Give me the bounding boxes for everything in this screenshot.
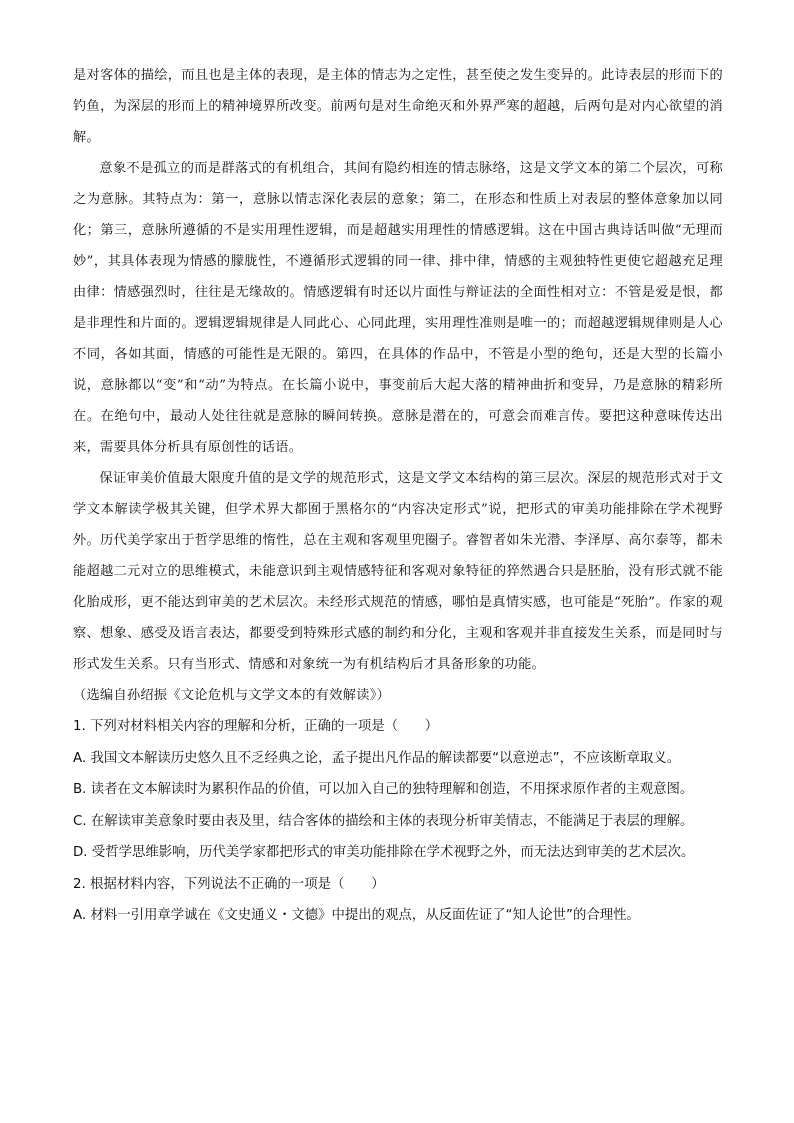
- question-stem: 1. 下列对材料相关内容的理解和分析，正确的一项是（ ）: [73, 719, 439, 734]
- passage-paragraph: 意象不是孤立的而是群落式的有机组合，其间有隐约相连的情志脉络，这是文学文本的第二个层次，可称之为意脉。其特点为：第一，意脉以情志深化表层的意象；第二，在形态和性质上对表层的整体意象加以同化；第三，意脉所遵循的不是实用理性逻辑，而是超越实用理性的情感逻辑。这在中国古典诗话叫做“无理而妙”，其具体表现为情感的朦胧性，不遵循形式逻辑的同一律、排中律，情感的主观独特性更使它超越充足理由律：情感强烈时，往往是无缘故的。情感逻辑有时还以片面性与辩证法的全面性相对立：不管是爱是恨，都是非理性和片面的。逻辑逻辑规律是人同此心、心同此理，实用理性准则是唯一的；而超越逻辑规律则是人心不同，各如其面，情感的可能性是无限的。第四，在具体的作品中，不管是小型的绝句，还是大型的长篇小说，意脉都以“变”和“动”为特点。在长篇小说中，事变前后大起大落的精神曲折和变异，乃是意脉的精彩所在。在绝句中，最动人处往往就是意脉的瞬间转换。意脉是潜在的，可意会而难言传。要把这种意味传达出来，需要具体分析具有原创性的话语。: [73, 161, 723, 455]
- question-option: A. 材料一引用章学诚在《文史通义・文德》中提出的观点，从反面佐证了“知人论世”的合理性。: [73, 908, 640, 923]
- question-option: D. 受哲学思维影响，历代美学家都把形式的审美功能排除在学术视野之外，而无法达到审美的艺术层次。: [73, 845, 695, 860]
- question-list: [73, 711, 723, 932]
- passage-paragraph: 保证审美价值最大限度升值的是文学的规范形式，这是文学文本结构的第三层次。深层的规范形式对于文学文本解读学极其关键，但学术界大都囿于黑格尔的“内容决定形式”说，把形式的审美功能排除在学术视野外。历代美学家出于哲学思维的惰性，总在主观和客观里兜圈子。睿智者如朱光潜、李泽厚、高尔泰等，都未能超越二元对立的思维模式，未能意识到主观情感特征和客观对象特征的猝然遇合只是胚胎，没有形式就不能化胎成形，更不能达到审美的艺术层次。未经形式规范的情感，哪怕是真情实感，也可能是“死胎”。作家的观察、想象、感受及语言表达，都要受到特殊形式感的制约和分化，主观和客观并非直接发生关系，而是同时与形式发生关系。只有当形式、情感和对象统一为有机结构后才具备形象的功能。: [73, 471, 723, 672]
- reading-passage: [73, 60, 723, 711]
- question-stem: 2. 根据材料内容，下列说法不正确的一项是（ ）: [73, 876, 385, 892]
- document-page: [73, 60, 723, 932]
- question-option: C. 在解读审美意象时要由表及里，结合客体的描绘和主体的表现分析审美情志，不能满足于表层的理解。: [73, 813, 694, 829]
- question-option: B. 读者在文本解读时为累积作品的价值，可以加入自己的独特理解和创造，不用探求原作者的主观意图。: [73, 782, 694, 797]
- passage-source: （选编自孙绍振《文论危机与文学文本的有效解读》）: [73, 688, 391, 703]
- question-option: A. 我国文本解读历史悠久且不乏经典之论，孟子提出凡作品的解读都要“以意逆志”，不应该断章取义。: [73, 750, 681, 766]
- passage-paragraph: 是对客体的描绘，而且也是主体的表现，是主体的情志为之定性，甚至使之发生变异的。此诗表层的形而下的钓鱼，为深层的形而上的精神境界所改变。前两句是对生命绝灭和外界严寒的超越，后两句是对内心欲望的消解。: [73, 68, 723, 145]
